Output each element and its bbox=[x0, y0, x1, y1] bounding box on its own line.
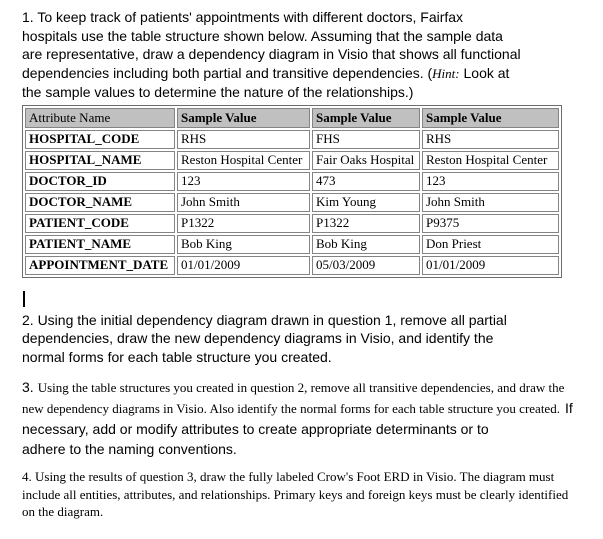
table-cell: RHS bbox=[177, 130, 310, 149]
table-row bbox=[25, 172, 559, 191]
q2-line-2: dependencies, draw the new dependency diagrams in Visio, and identify the bbox=[22, 330, 494, 346]
table-row bbox=[25, 256, 559, 275]
q1-line-2: hospitals use the table structure shown below. Assuming that the sample data bbox=[22, 27, 503, 44]
q3-line-2-sans-tail: If bbox=[564, 400, 573, 416]
attribute-name-cell: HOSPITAL_CODE bbox=[25, 130, 175, 149]
table-cell: P1322 bbox=[177, 214, 310, 233]
q2-line-3: normal forms for each table structure you created. bbox=[22, 348, 332, 365]
question-3-paragraph bbox=[22, 377, 603, 459]
table-cell: 123 bbox=[422, 172, 559, 191]
attribute-name-cell: DOCTOR_ID bbox=[25, 172, 175, 191]
q3-line-2-text: new dependency diagrams in Visio. Also identify the normal forms for each table structure you created. bbox=[22, 401, 560, 416]
table-cell: Reston Hospital Center bbox=[177, 151, 310, 170]
table-cell: P1322 bbox=[312, 214, 420, 233]
table-row bbox=[25, 151, 559, 170]
table-cell: John Smith bbox=[422, 193, 559, 212]
q1-line-4 bbox=[22, 64, 603, 84]
table-cell: RHS bbox=[422, 130, 559, 149]
table-cell: 01/01/2009 bbox=[177, 256, 310, 275]
q1-line-4-tail: Look at bbox=[459, 64, 510, 81]
q4-line-2: include all entities, attributes, and relationships. Primary keys and foreign keys must be clearly identified bbox=[22, 486, 569, 502]
q3-line-2 bbox=[22, 398, 603, 419]
q3-line-1-text: Using the table structures you created in question 2, remove all transitive dependencies, and draw the bbox=[37, 380, 565, 395]
table-row bbox=[25, 130, 559, 149]
table-cell: John Smith bbox=[177, 193, 310, 212]
q1-line-3: are representative, draw a dependency diagram in Visio that shows all functional bbox=[22, 46, 521, 62]
question-4-paragraph bbox=[22, 468, 603, 521]
q2-line-1: 2. Using the initial dependency diagram drawn in question 1, remove all partial bbox=[22, 311, 507, 328]
table-row bbox=[25, 235, 559, 254]
table-cell: Bob King bbox=[177, 235, 310, 254]
appointments-sample-table bbox=[22, 105, 562, 278]
table-cell: 01/01/2009 bbox=[422, 256, 559, 275]
q4-line-3: on the diagram. bbox=[22, 504, 104, 519]
table-cell: Reston Hospital Center bbox=[422, 151, 559, 170]
column-header-sample-value-2: Sample Value bbox=[312, 108, 420, 128]
column-header-sample-value-1: Sample Value bbox=[177, 108, 310, 128]
q4-line-1: 4. Using the results of question 3, draw the fully labeled Crow's Foot ERD in Visio. The diagram must bbox=[22, 469, 555, 484]
q3-line-3: necessary, add or modify attributes to create appropriate determinants or to bbox=[22, 421, 489, 437]
question-1-paragraph bbox=[22, 8, 603, 102]
q1-line-1: 1. To keep track of patients' appointments with different doctors, Fairfax bbox=[22, 9, 464, 25]
attribute-name-cell: HOSPITAL_NAME bbox=[25, 151, 175, 170]
table-cell: Kim Young bbox=[312, 193, 420, 212]
table-row bbox=[25, 193, 559, 212]
q3-number: 3. bbox=[22, 379, 34, 395]
attribute-name-cell: PATIENT_CODE bbox=[25, 214, 175, 233]
table-header-row bbox=[25, 108, 559, 128]
table-cell: Bob King bbox=[312, 235, 420, 254]
table-cell: 05/03/2009 bbox=[312, 256, 420, 275]
text-cursor bbox=[23, 291, 25, 307]
table-cell: P9375 bbox=[422, 214, 559, 233]
q1-line-4-text: dependencies including both partial and transitive dependencies. ( bbox=[22, 64, 433, 81]
table-cell: FHS bbox=[312, 130, 420, 149]
table-cell: Fair Oaks Hospital bbox=[312, 151, 420, 170]
column-header-attribute-name: Attribute Name bbox=[25, 108, 175, 128]
hint-label: Hint: bbox=[432, 65, 460, 81]
attribute-name-cell: APPOINTMENT_DATE bbox=[25, 256, 175, 275]
table-cell: 473 bbox=[312, 172, 420, 191]
table-cell: 123 bbox=[177, 172, 310, 191]
table-cell: Don Priest bbox=[422, 235, 559, 254]
q3-line-1 bbox=[22, 377, 603, 398]
attribute-name-cell: DOCTOR_NAME bbox=[25, 193, 175, 212]
table-row bbox=[25, 214, 559, 233]
attribute-name-cell: PATIENT_NAME bbox=[25, 235, 175, 254]
question-2-paragraph bbox=[22, 311, 603, 367]
q3-line-4: adhere to the naming conventions. bbox=[22, 441, 237, 457]
q1-line-5: the sample values to determine the nature of the relationships.) bbox=[22, 84, 414, 100]
column-header-sample-value-3: Sample Value bbox=[422, 108, 559, 128]
